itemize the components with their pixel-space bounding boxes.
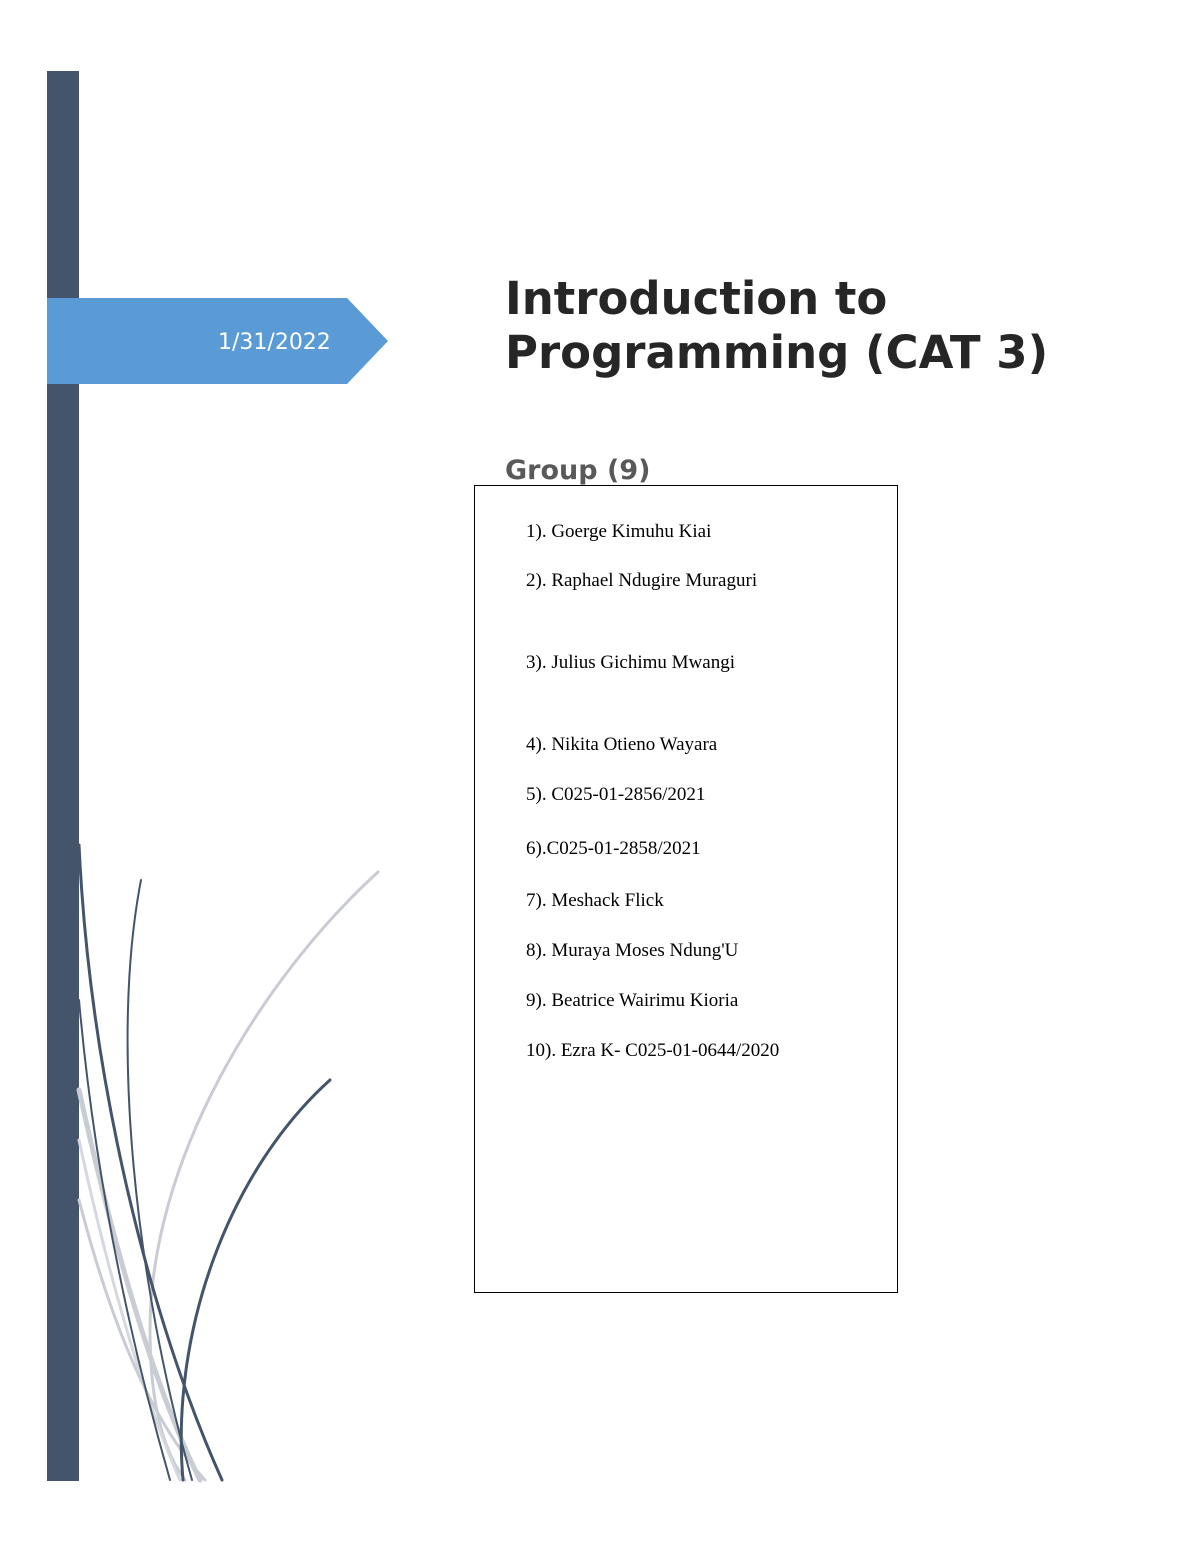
sidebar-stripe — [47, 71, 79, 1481]
dark-curve-1 — [79, 845, 222, 1480]
dark-curve-3 — [181, 1080, 330, 1480]
light-curve-1 — [150, 872, 378, 1480]
light-curve-2 — [79, 1090, 200, 1480]
member-item: 10). Ezra K- C025-01-0644/2020 — [526, 1040, 780, 1061]
cover-date: 1/31/2022 — [218, 330, 331, 355]
document-title: Introduction to Programming (CAT 3) — [505, 272, 1049, 379]
member-item: 3). Julius Gichimu Mwangi — [526, 652, 735, 673]
member-item: 7). Meshack Flick — [526, 890, 664, 911]
dark-curve-4 — [79, 1000, 170, 1480]
member-item: 6).C025-01-2858/2021 — [526, 838, 701, 859]
light-curve-4 — [79, 1200, 205, 1480]
member-item: 8). Muraya Moses Ndung'U — [526, 940, 739, 961]
member-item: 5). C025-01-2856/2021 — [526, 784, 706, 805]
member-item: 2). Raphael Ndugire Muraguri — [526, 570, 758, 591]
dark-curve-2 — [128, 880, 192, 1480]
member-item: 1). Goerge Kimuhu Kiai — [526, 521, 712, 542]
member-item: 4). Nikita Otieno Wayara — [526, 734, 718, 755]
member-list-box — [474, 485, 898, 1293]
light-curve-3 — [79, 1140, 180, 1480]
member-item: 9). Beatrice Wairimu Kioria — [526, 990, 739, 1011]
document-subtitle: Group (9) — [505, 455, 651, 486]
